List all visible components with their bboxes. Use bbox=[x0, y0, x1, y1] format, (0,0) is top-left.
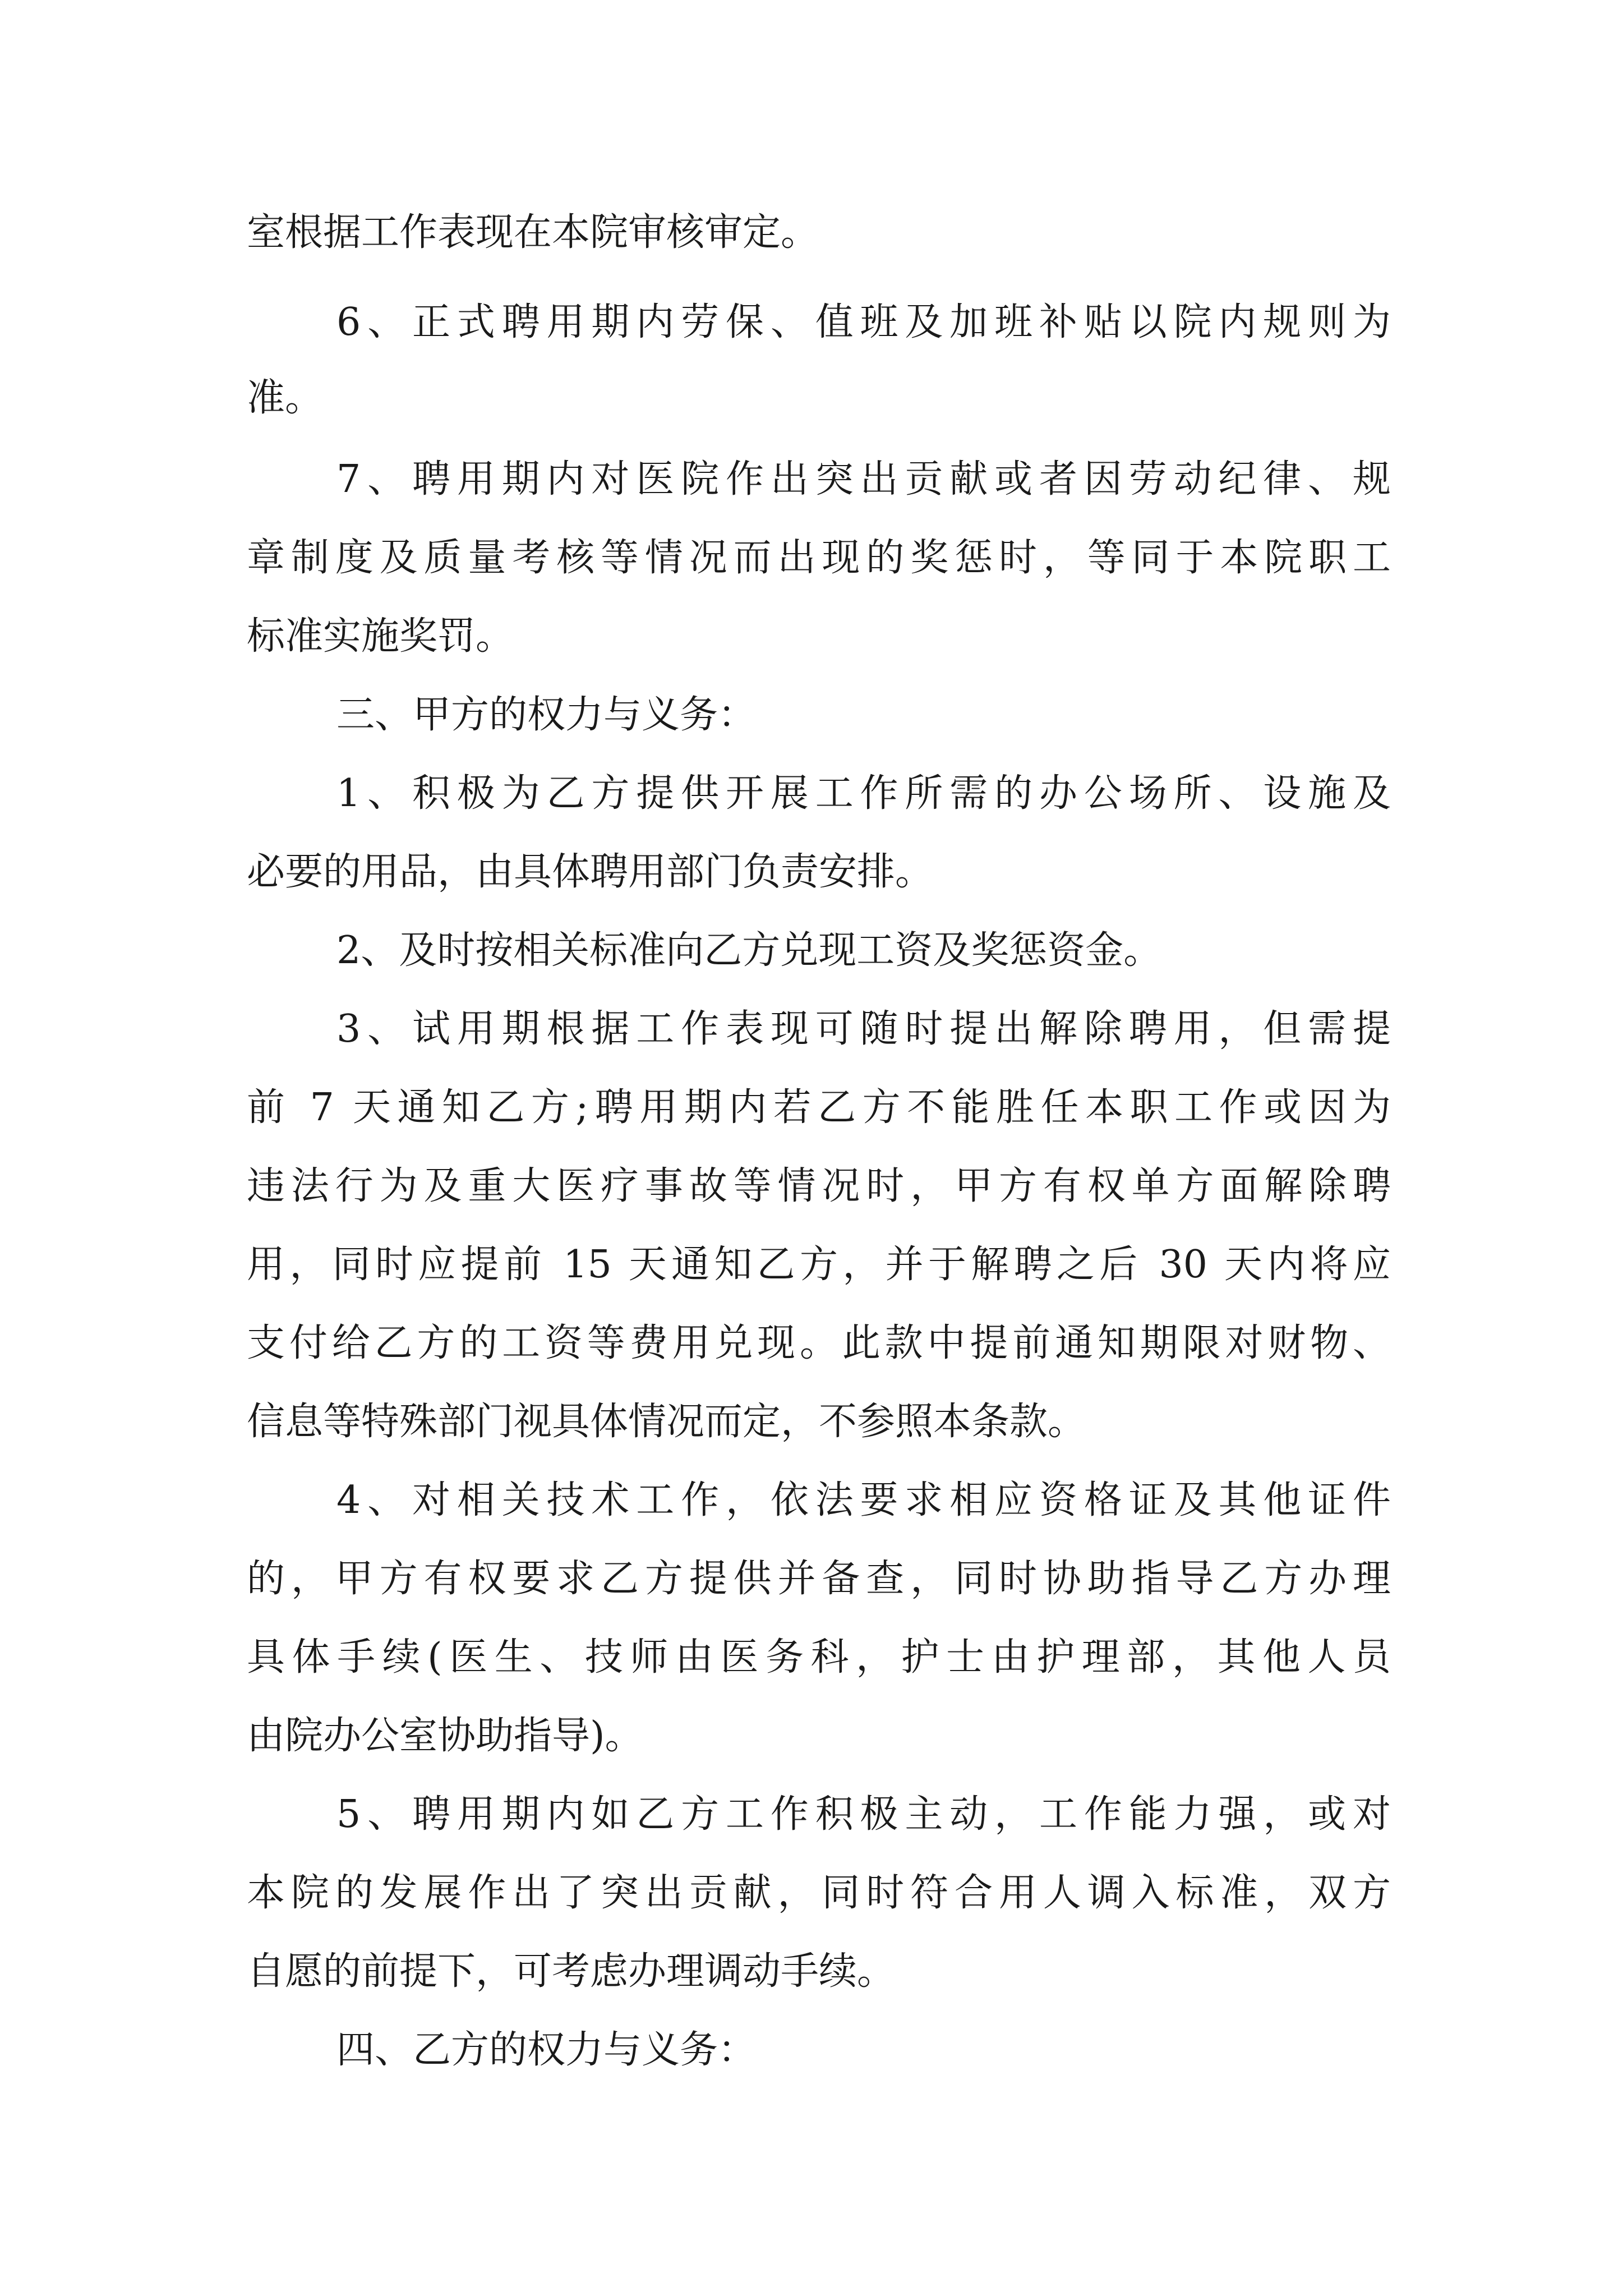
text-line: 违法行为及重大医疗事故等情况时，甲方有权单方面解除聘 bbox=[247, 1164, 1391, 1208]
text-line: 6、正式聘用期内劳保、值班及加班补贴以院内规则为 bbox=[336, 300, 1391, 344]
text-line: 5、聘用期内如乙方工作积极主动，工作能力强，或对 bbox=[336, 1792, 1391, 1837]
text-line: 信息等特殊部门视具体情况而定，不参照本条款。 bbox=[247, 1400, 1086, 1444]
text-line: 支付给乙方的工资等费用兑现。此款中提前通知期限对财物、 bbox=[247, 1321, 1391, 1365]
section-heading: 四、乙方的权力与义务： bbox=[336, 2028, 757, 2072]
text-line: 章制度及质量考核等情况而出现的奖惩时，等同于本院职工 bbox=[247, 536, 1391, 580]
text-line: 由院办公室协助指导)。 bbox=[247, 1714, 643, 1758]
text-line: 标准实施奖罚。 bbox=[247, 614, 514, 659]
text-line: 7、聘用期内对医院作出突出贡献或者因劳动纪律、规 bbox=[336, 457, 1391, 501]
text-line: 本院的发展作出了突出贡献，同时符合用人调入标准，双方 bbox=[247, 1871, 1391, 1915]
text-line: 用，同时应提前 15 天通知乙方，并于解聘之后 30 天内将应 bbox=[247, 1243, 1391, 1287]
text-line: 自愿的前提下，可考虑办理调动手续。 bbox=[247, 1949, 896, 1994]
text-line: 1、积极为乙方提供开展工作所需的办公场所、设施及 bbox=[336, 771, 1391, 816]
text-line: 3、试用期根据工作表现可随时提出解除聘用，但需提 bbox=[336, 1007, 1391, 1051]
text-line: 必要的用品，由具体聘用部门负责安排。 bbox=[247, 850, 934, 894]
section-heading: 三、甲方的权力与义务： bbox=[336, 693, 757, 737]
text-line: 前 7 天通知乙方;聘用期内若乙方不能胜任本职工作或因为 bbox=[247, 1085, 1391, 1130]
text-line: 具体手续(医生、技师由医务科，护士由护理部，其他人员 bbox=[247, 1635, 1391, 1680]
text-line: 室根据工作表现在本院审核审定。 bbox=[247, 210, 819, 255]
text-line: 的，甲方有权要求乙方提供并备查，同时协助指导乙方办理 bbox=[247, 1557, 1391, 1601]
text-line: 2、及时按相关标准向乙方兑现工资及奖惩资金。 bbox=[336, 928, 1162, 973]
text-line: 4、对相关技术工作，依法要求相应资格证及其他证件 bbox=[336, 1478, 1391, 1522]
text-line: 准。 bbox=[247, 376, 324, 420]
